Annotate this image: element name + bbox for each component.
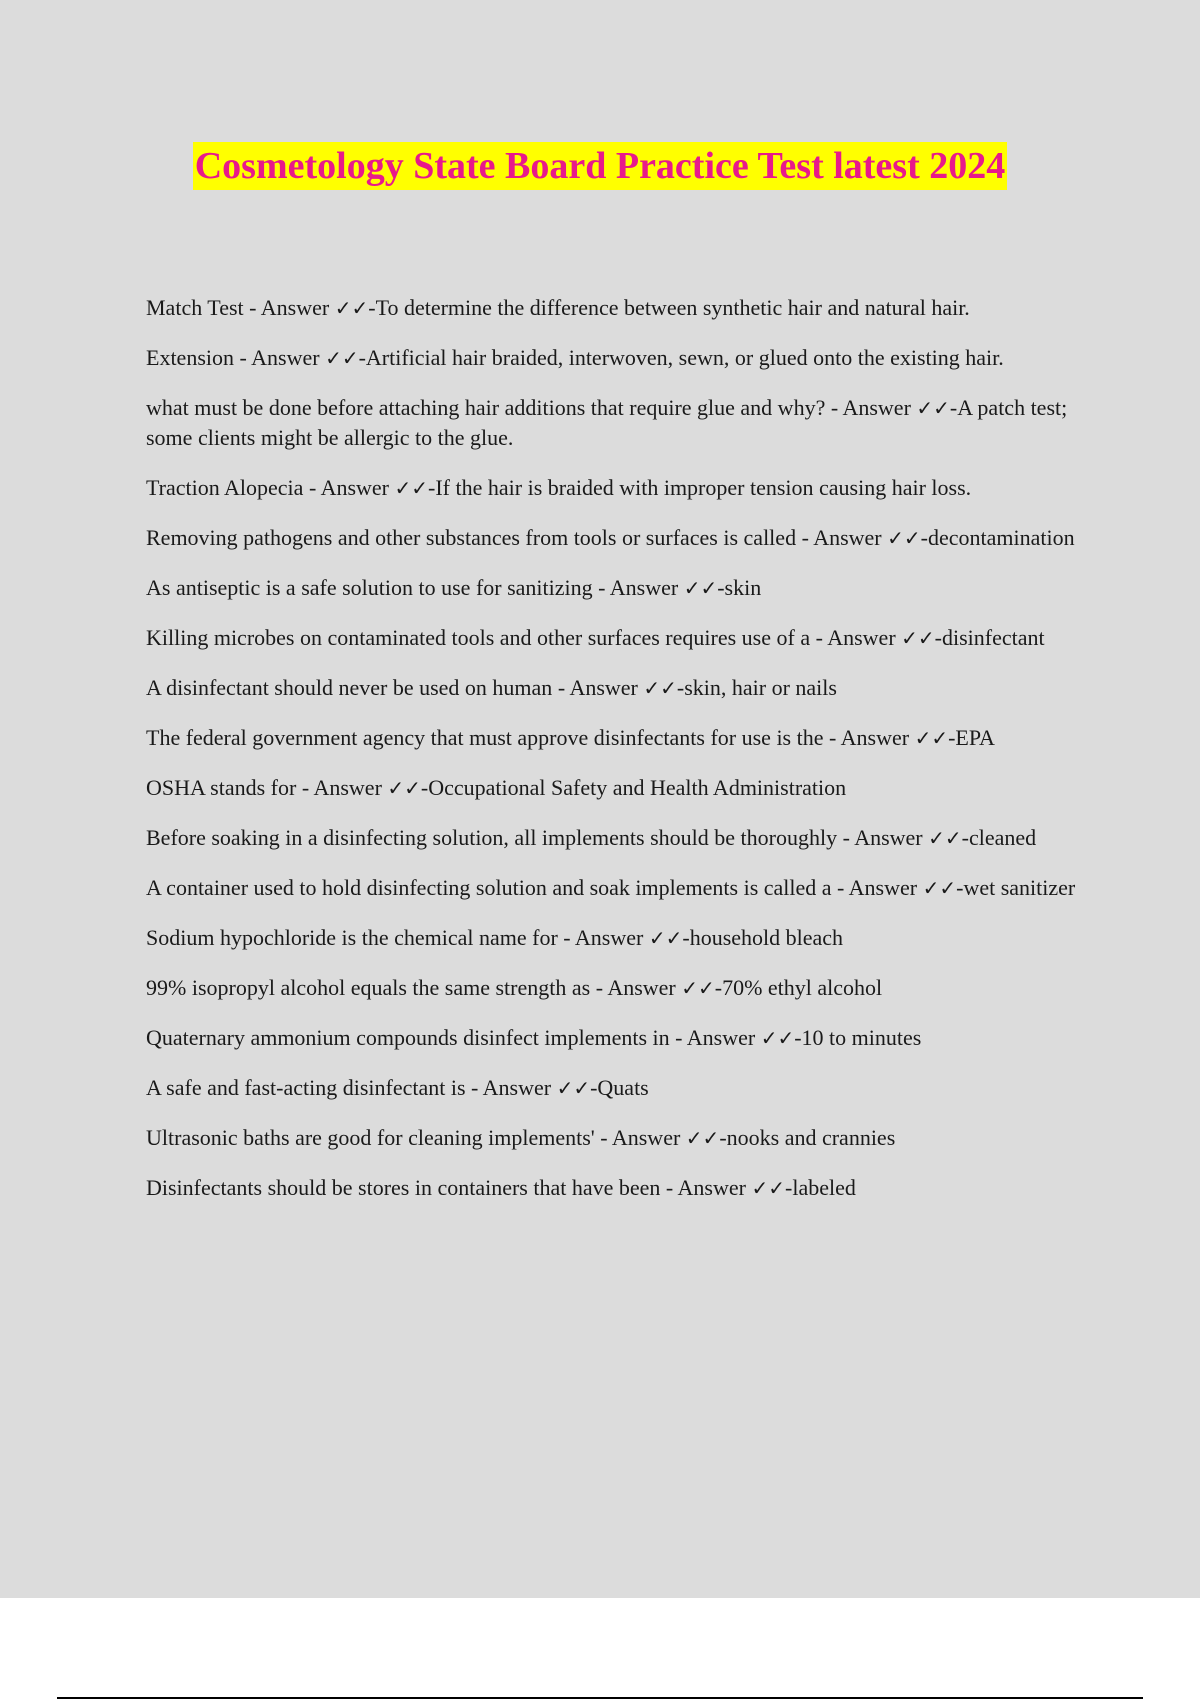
qa-item: Traction Alopecia - Answer ✓✓-If the hair is braided with improper tension causing hair loss. [146,475,972,500]
qa-item: A safe and fast-acting disinfectant is - Answer ✓✓-Quats [146,1075,649,1100]
double-check-icon: ✓✓ [683,576,718,600]
answer-label: Answer [607,975,676,1000]
answer-text: wet sanitizer [963,875,1076,900]
question-text: Extension [146,345,234,370]
double-check-icon: ✓✓ [922,876,957,900]
answer-label: Answer [848,875,918,900]
double-check-icon: ✓✓ [394,476,429,500]
qa-item: As antiseptic is a safe solution to use for sanitizing - Answer ✓✓-skin [146,575,762,600]
qa-item: A disinfectant should never be used on human - Answer ✓✓-skin, hair or nails [146,675,837,700]
answer-label: Answer [609,575,679,600]
double-check-icon: ✓✓ [325,346,359,370]
question-text: The federal government agency that must approve disinfectants for use is the [146,725,824,750]
qa-item: Killing microbes on contaminated tools and other surfaces requires use of a - Answer ✓✓-disinfectant [146,625,1045,650]
answer-text: decontamination [927,525,1075,550]
document-title: Cosmetology State Board Practice Test latest 2024 [193,142,1008,190]
double-check-icon: ✓✓ [643,676,677,700]
answer-label: Answer [611,1125,681,1150]
double-check-icon: ✓✓ [887,526,921,550]
double-check-icon: ✓✓ [760,1026,795,1050]
qa-item: Quaternary ammonium compounds disinfect implements in - Answer ✓✓-10 to minutes [146,1025,922,1050]
answer-text: household bleach [689,925,844,950]
answer-text: disinfectant [942,625,1045,650]
answer-label: Answer [313,775,382,800]
question-text: Ultrasonic baths are good for cleaning implements' [146,1125,595,1150]
answer-label: Answer [854,825,923,850]
question-text: Disinfectants should be stores in containers that have been [146,1175,661,1200]
double-check-icon: ✓✓ [916,396,950,420]
question-text: Removing pathogens and other substances from tools or surfaces is called [146,525,797,550]
answer-text: 70% ethyl alcohol [722,975,883,1000]
footer-divider [57,1697,1143,1699]
double-check-icon: ✓✓ [334,296,369,320]
question-text: Before soaking in a disinfecting solution, all implements should be thoroughly [146,825,838,850]
question-text: 99% isopropyl alcohol equals the same strength as [146,975,591,1000]
qa-item: Extension - Answer ✓✓-Artificial hair braided, interwoven, sewn, or glued onto the existing hair. [146,345,1004,370]
double-check-icon: ✓✓ [556,1076,591,1100]
qa-item: The federal government agency that must approve disinfectants for use is the - Answer ✓✓-EPA [146,725,995,750]
double-check-icon: ✓✓ [681,976,715,1000]
question-text: A safe and fast-acting disinfectant is [146,1075,466,1100]
question-text: Sodium hypochloride is the chemical name for [146,925,558,950]
question-text: As antiseptic is a safe solution to use for sanitizing [146,575,593,600]
qa-item: Match Test - Answer ✓✓-To determine the difference between synthetic hair and natural hair. [146,295,970,320]
answer-label: Answer [827,625,896,650]
answer-label: Answer [813,525,882,550]
qa-item: 99% isopropyl alcohol equals the same strength as - Answer ✓✓-70% ethyl alcohol [146,975,883,1000]
question-text: what must be done before attaching hair additions that require glue and why? [146,395,826,420]
qa-item: Before soaking in a disinfecting solution, all implements should be thoroughly - Answer ✓✓-cleaned [146,825,1037,850]
double-check-icon: ✓✓ [751,1176,785,1200]
qa-item: OSHA stands for - Answer ✓✓-Occupational Safety and Health Administration [146,775,847,800]
answer-text: 10 to minutes [801,1025,922,1050]
answer-label: Answer [686,1025,756,1050]
double-check-icon: ✓✓ [914,726,949,750]
answer-label: Answer [320,475,389,500]
answer-text: labeled [792,1175,856,1200]
question-text: Match Test [146,295,244,320]
question-text: A container used to hold disinfecting solution and soak implements is called a [146,875,832,900]
answer-text: To determine the difference between synthetic hair and natural hair. [375,295,970,320]
answer-text: cleaned [968,825,1037,850]
question-text: A disinfectant should never be used on human [146,675,553,700]
double-check-icon: ✓✓ [928,826,962,850]
answer-label: Answer [842,395,911,420]
answer-label: Answer [677,1175,746,1200]
answer-label: Answer [482,1075,552,1100]
answer-label: Answer [569,675,638,700]
answer-label: Answer [840,725,910,750]
answer-text: skin, hair or nails [684,675,837,700]
answer-label: Answer [574,925,644,950]
qa-item: Sodium hypochloride is the chemical name for - Answer ✓✓-household bleach [146,925,844,950]
answer-text: If the hair is braided with improper tension causing hair loss. [435,475,972,500]
double-check-icon: ✓✓ [387,776,421,800]
answer-label: Answer [251,345,320,370]
double-check-icon: ✓✓ [901,626,935,650]
title-wrapper [0,142,1200,190]
question-text: Killing microbes on contaminated tools and other surfaces requires use of a [146,625,811,650]
answer-text: EPA [955,725,995,750]
qa-item: Disinfectants should be stores in containers that have been - Answer ✓✓-labeled [146,1175,856,1200]
answer-text: Artificial hair braided, interwoven, sewn, or glued onto the existing hair. [365,345,1004,370]
question-text: Quaternary ammonium compounds disinfect implements in [146,1025,670,1050]
answer-text: nooks and crannies [726,1125,896,1150]
qa-list [146,293,1076,1223]
answer-text: Quats [597,1075,649,1100]
answer-text: skin [724,575,762,600]
qa-item: A container used to hold disinfecting solution and soak implements is called a - Answer ✓✓-wet sanitizer [146,875,1076,900]
double-check-icon: ✓✓ [648,926,683,950]
answer-text: A patch test; some clients might be allergic to the glue. [146,395,1068,450]
double-check-icon: ✓✓ [685,1126,720,1150]
question-text: OSHA stands for [146,775,297,800]
qa-item: Ultrasonic baths are good for cleaning implements' - Answer ✓✓-nooks and crannies [146,1125,896,1150]
question-text: Traction Alopecia [146,475,304,500]
answer-label: Answer [260,295,330,320]
answer-text: Occupational Safety and Health Administration [428,775,847,800]
qa-item: Removing pathogens and other substances from tools or surfaces is called - Answer ✓✓-decontamination [146,525,1075,550]
qa-item: what must be done before attaching hair additions that require glue and why? - Answer ✓✓-A patch test; some clients might be allergic to the glue. [146,395,1068,450]
